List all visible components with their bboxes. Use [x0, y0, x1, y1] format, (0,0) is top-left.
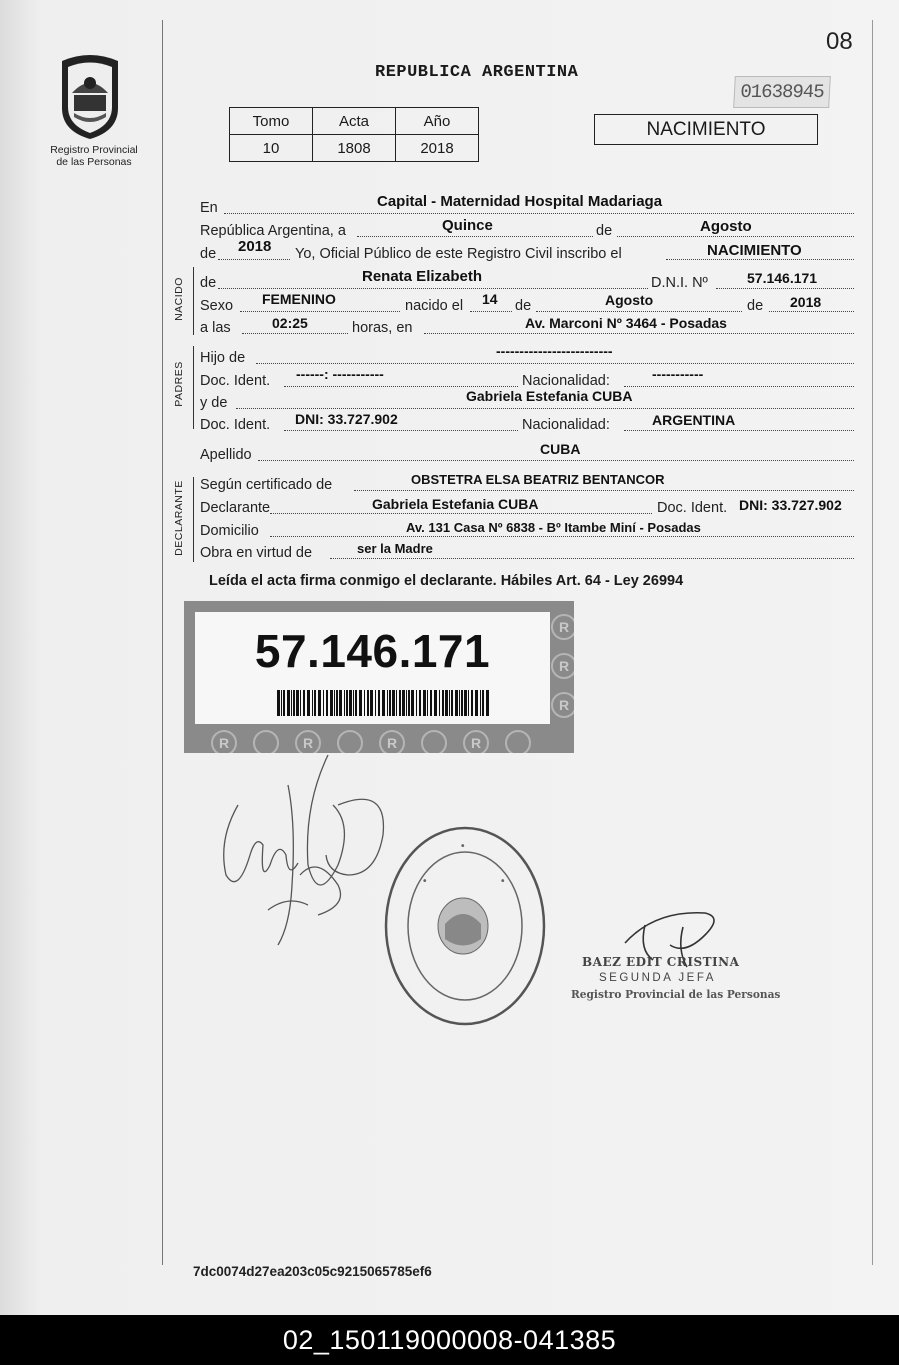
- birth-address: Av. Marconi Nº 3464 - Posadas: [525, 315, 727, 331]
- barcode-bar: [427, 690, 428, 716]
- registro-statement: Yo, Oficial Público de este Registro Civil inscribo el: [295, 246, 622, 262]
- tomo-header: Tomo: [230, 108, 313, 135]
- closing-statement: Leída el acta firma conmigo el declarante. Hábiles Art. 64 - Ley 26994: [209, 573, 684, 589]
- barcode-bar: [445, 690, 448, 716]
- nacido-side-label: NACIDO: [173, 277, 185, 321]
- official-seal-icon: [383, 824, 548, 1029]
- barcode-bar: [303, 690, 305, 716]
- sexo-label: Sexo: [200, 298, 234, 314]
- left-margin-line: [162, 20, 163, 1265]
- barcode-bar: [287, 690, 290, 716]
- dotted-line: [258, 460, 854, 461]
- mother-name: Gabriela Estefania CUBA: [466, 388, 633, 404]
- officer-name: BAEZ EDIT CRISTINA: [582, 955, 740, 969]
- barcode-bar: [408, 690, 410, 716]
- dotted-line: [284, 430, 518, 431]
- barcode-bar: [486, 690, 489, 716]
- barcode-bar: [439, 690, 440, 716]
- document-title: REPUBLICA ARGENTINA: [375, 63, 579, 82]
- province-emblem-icon: [52, 53, 128, 141]
- record-type-box: NACIMIENTO: [594, 114, 818, 145]
- domicilio-label: Domicilio: [200, 523, 259, 539]
- dotted-line: [236, 408, 854, 409]
- barcode-bar: [387, 690, 388, 716]
- anio-header: Año: [396, 108, 479, 135]
- barcode-bar: [326, 690, 328, 716]
- dotted-line: [224, 213, 854, 214]
- barcode-bar: [349, 690, 352, 716]
- apellido-label: Apellido: [200, 447, 252, 463]
- intro-month: Agosto: [700, 218, 752, 235]
- right-margin-line: [872, 20, 873, 1265]
- horas-label: horas, en: [352, 320, 413, 336]
- barcode-bar: [406, 690, 407, 716]
- doc1-label: Doc. Ident.: [200, 373, 271, 389]
- dotted-line: [716, 288, 854, 289]
- father-name: -------------------------: [496, 343, 613, 359]
- barcode-bar: [339, 690, 342, 716]
- certificado-label: Según certificado de: [200, 477, 333, 493]
- svg-text:•: •: [423, 876, 427, 887]
- padres-side-label: PADRES: [173, 361, 185, 407]
- barcode-bar: [461, 690, 463, 716]
- birth-day: 14: [482, 291, 498, 307]
- intro-year: 2018: [238, 238, 272, 255]
- barcode-bar: [402, 690, 405, 716]
- logo-caption-line2: de las Personas: [56, 156, 132, 168]
- barcode-bar: [482, 690, 484, 716]
- declarante-side-label: DECLARANTE: [173, 480, 185, 556]
- dotted-line: [769, 311, 854, 312]
- svg-text:R: R: [559, 697, 570, 713]
- barcode-icon: [277, 690, 491, 716]
- barcode-bar: [411, 690, 414, 716]
- barcode-bar: [399, 690, 401, 716]
- de-label: de: [747, 298, 764, 314]
- barcode-bar: [293, 690, 295, 716]
- barcode-bar: [330, 690, 333, 716]
- certificate-issuer: OBSTETRA ELSA BEATRIZ BENTANCOR: [411, 472, 665, 487]
- logo-caption-line1: Registro Provincial: [50, 144, 138, 156]
- dotted-line: [218, 259, 290, 260]
- barcode-bar: [367, 690, 369, 716]
- logo-caption: [40, 144, 148, 168]
- barcode-bar: [382, 690, 385, 716]
- barcode-bar: [291, 690, 292, 716]
- barcode-bar: [434, 690, 437, 716]
- declarant-name: Gabriela Estefania CUBA: [372, 496, 539, 512]
- declarant-doc: DNI: 33.727.902: [739, 497, 842, 513]
- birth-place: Capital - Maternidad Hospital Madariaga: [377, 193, 663, 210]
- barcode-bar: [359, 690, 362, 716]
- barcode-bar: [314, 690, 316, 716]
- barcode-bar: [468, 690, 469, 716]
- barcode-bar: [442, 690, 444, 716]
- dotted-line: [357, 236, 593, 237]
- book-reference-table: [229, 107, 479, 162]
- dotted-line: [270, 536, 854, 537]
- svg-text:R: R: [559, 658, 570, 674]
- barcode-bar: [378, 690, 380, 716]
- de2-label: de: [200, 246, 217, 262]
- barcode-bar: [336, 690, 338, 716]
- mother-doc: DNI: 33.727.902: [295, 411, 398, 427]
- barcode-bar: [346, 690, 348, 716]
- dotted-line: [624, 386, 854, 387]
- barcode-bar: [277, 690, 280, 716]
- en-label: En: [200, 200, 218, 216]
- dotted-line: [470, 311, 512, 312]
- dotted-line: [624, 430, 854, 431]
- svg-text:R: R: [303, 735, 314, 751]
- barcode-bar: [283, 690, 285, 716]
- dni-label: D.N.I. Nº: [651, 275, 708, 291]
- birth-time: 02:25: [272, 315, 308, 331]
- barcode-bar: [392, 690, 395, 716]
- dotted-line: [354, 490, 854, 491]
- svg-text:R: R: [219, 735, 230, 751]
- barcode-bar: [419, 690, 421, 716]
- barcode-bar: [353, 690, 354, 716]
- barcode-bar: [300, 690, 301, 716]
- dotted-line: [330, 558, 854, 559]
- father-nationality: -----------: [652, 366, 704, 382]
- nacionalidad2-label: Nacionalidad:: [522, 417, 610, 433]
- book-header-row: [230, 108, 479, 135]
- barcode-bar: [318, 690, 321, 716]
- child-name: Renata Elizabeth: [362, 268, 483, 285]
- mother-nationality: ARGENTINA: [652, 412, 736, 428]
- dni-label-box: [184, 601, 574, 753]
- barcode-bar: [451, 690, 453, 716]
- nacido-el-label: nacido el: [405, 298, 464, 314]
- svg-text:•: •: [461, 841, 465, 852]
- tomo-value: 10: [230, 135, 313, 162]
- document-hash: 7dc0074d27ea203c05c9215065785ef6: [193, 1264, 432, 1279]
- intro-day: Quince: [442, 217, 493, 234]
- nacido-de-label: de: [200, 275, 217, 291]
- hora-label: a las: [200, 320, 231, 336]
- section-bracket: [193, 477, 194, 562]
- doc2-label: Doc. Ident.: [200, 417, 271, 433]
- barcode-bar: [312, 690, 313, 716]
- obra-label: Obra en virtud de: [200, 545, 313, 561]
- dni-label-inner: [195, 612, 550, 724]
- dotted-line: [666, 259, 854, 260]
- svg-text:•: •: [501, 876, 505, 887]
- dotted-line: [284, 386, 518, 387]
- barcode-bar: [389, 690, 391, 716]
- barcode-bar: [364, 690, 365, 716]
- file-id-bar: 02_150119000008-041385: [0, 1315, 899, 1365]
- barcode-bar: [475, 690, 478, 716]
- declarant-signature: [208, 745, 398, 960]
- obra-value: ser la Madre: [357, 541, 433, 556]
- section-bracket: [193, 346, 194, 429]
- officer-office: Registro Provincial de las Personas: [571, 987, 781, 1001]
- child-dni: 57.146.171: [747, 270, 818, 286]
- nacionalidad1-label: Nacionalidad:: [522, 373, 610, 389]
- y-de-label: y de: [200, 395, 228, 411]
- de-label: de: [596, 223, 613, 239]
- book-value-row: [230, 135, 479, 162]
- barcode-bar: [334, 690, 335, 716]
- dotted-line: [242, 333, 348, 334]
- barcode-bar: [480, 690, 481, 716]
- barcode-bar: [416, 690, 417, 716]
- father-doc: ------: -----------: [296, 366, 384, 382]
- apellido-value: CUBA: [540, 441, 581, 457]
- acta-value: 1808: [313, 135, 396, 162]
- declarante-label: Declarante: [200, 500, 271, 516]
- dni-label-number: 57.146.171: [254, 625, 491, 677]
- barcode-bar: [281, 690, 282, 716]
- page-number: 08: [826, 28, 853, 55]
- declarant-doc-label: Doc. Ident.: [657, 500, 728, 516]
- barcode-bar: [459, 690, 460, 716]
- birth-month: Agosto: [605, 292, 654, 308]
- dotted-line: [424, 333, 854, 334]
- barcode-bar: [323, 690, 324, 716]
- barcode-bar: [396, 690, 397, 716]
- barcode-bar: [370, 690, 373, 716]
- barcode-bar: [375, 690, 376, 716]
- barcode-bar: [471, 690, 473, 716]
- acta-header: Acta: [313, 108, 396, 135]
- barcode-bar: [307, 690, 310, 716]
- barcode-bar: [464, 690, 467, 716]
- barcode-bar: [355, 690, 357, 716]
- birth-year: 2018: [790, 294, 822, 310]
- anio-value: 2018: [396, 135, 479, 162]
- dotted-line: [256, 363, 854, 364]
- section-bracket: [193, 267, 194, 335]
- barcode-bar: [296, 690, 299, 716]
- hijo-de-label: Hijo de: [200, 350, 246, 366]
- child-sex: FEMENINO: [262, 291, 336, 307]
- svg-text:R: R: [387, 735, 398, 751]
- barcode-bar: [430, 690, 432, 716]
- dotted-line: [270, 513, 652, 514]
- dotted-line: [218, 288, 648, 289]
- declarant-address: Av. 131 Casa Nº 6838 - Bº Itambe Miní - Posadas: [406, 520, 701, 535]
- barcode-bar: [449, 690, 450, 716]
- barcode-bar: [423, 690, 426, 716]
- de-label: de: [515, 298, 532, 314]
- intro-event: NACIMIENTO: [707, 242, 802, 259]
- dotted-line: [617, 236, 854, 237]
- svg-text:R: R: [559, 619, 570, 635]
- dotted-line: [240, 311, 400, 312]
- dotted-line: [536, 311, 742, 312]
- barcode-bar: [455, 690, 458, 716]
- serial-number: 01638945: [733, 76, 831, 108]
- barcode-bar: [344, 690, 345, 716]
- officer-role: SEGUNDA JEFA: [599, 972, 716, 984]
- republica-label: República Argentina, a: [200, 223, 346, 239]
- svg-text:R: R: [471, 735, 482, 751]
